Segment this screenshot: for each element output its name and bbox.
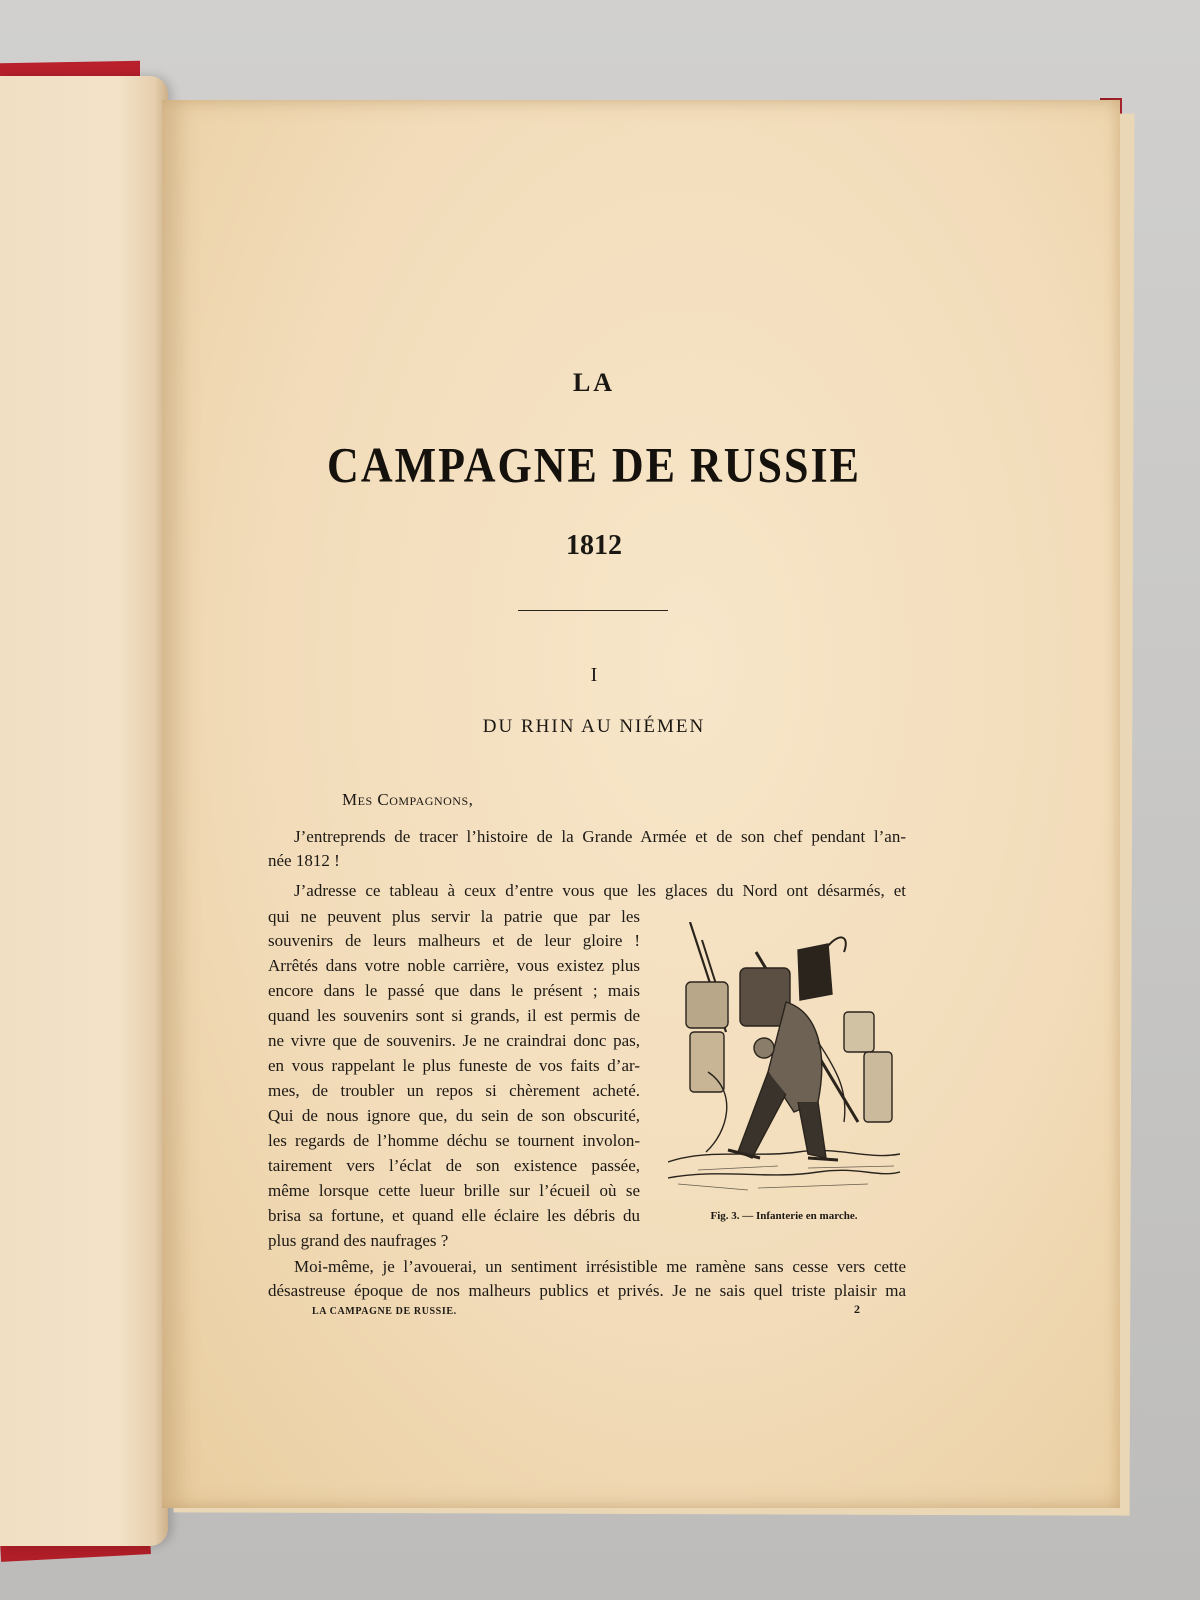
book-title: CAMPAGNE DE RUSSIE	[327, 438, 861, 493]
text-line: Arrêtés dans votre noble carrière, vous existez plus	[268, 956, 640, 975]
page-number: 2	[854, 1302, 860, 1316]
text-line: mes, de troubler un repos si chèrement acheté.	[268, 1081, 640, 1100]
chapter-number: I	[590, 664, 598, 686]
text-line: J’entreprends de tracer l’histoire de la Grande Armée et de son chef pendant l’an-	[294, 827, 906, 846]
text-line: Moi-même, je l’avouerai, un sentiment irrésistible me ramène sans cesse vers cette	[294, 1257, 906, 1276]
figure-caption: Fig. 3. — Infanterie en marche.	[710, 1210, 858, 1222]
text-line: Qui de nous ignore que, du sein de son obscurité,	[268, 1106, 640, 1125]
text-line: ne vivre que de souvenirs. Je ne craindrai donc pas,	[268, 1031, 640, 1050]
text-line: les regards de l’homme déchu se tournent involon-	[268, 1131, 640, 1150]
text-line: née 1812 !	[268, 851, 340, 870]
text-line: quand les souvenirs sont si grands, il est permis de	[268, 1006, 640, 1025]
text-line: souvenirs de leurs malheurs et de leur gloire !	[268, 931, 640, 950]
text-line: en vous rappelant le plus funeste de vos faits d’ar-	[268, 1056, 640, 1075]
infantry-engraving	[668, 922, 900, 1200]
text-line: qui ne peuvent plus servir la patrie que par les	[268, 907, 640, 926]
text-line: désastreuse époque de nos malheurs publics et privés. Je ne sais quel triste plaisir ma	[268, 1281, 906, 1300]
title-year: 1812	[566, 530, 622, 561]
chapter-title: DU RHIN AU NIÉMEN	[482, 716, 706, 737]
salutation: Mes Compagnons,	[342, 790, 474, 809]
text-line: J’adresse ce tableau à ceux d’entre vous que les glaces du Nord ont désarmés, et	[294, 881, 906, 900]
text-line: tairement vers l’éclat de son existence passée,	[268, 1156, 640, 1175]
text-line: encore dans le passé que dans le présent ; mais	[268, 981, 640, 1000]
left-page	[0, 76, 168, 1546]
text-line: brisa sa fortune, et quand elle éclaire les débris du	[268, 1206, 640, 1225]
title-line-1: LA	[572, 368, 616, 397]
text-line: plus grand des naufrages ?	[268, 1231, 449, 1250]
title-divider	[518, 610, 668, 611]
text-line: même lorsque cette lueur brille sur l’écueil où se	[268, 1181, 640, 1200]
running-head: LA CAMPAGNE DE RUSSIE.	[312, 1306, 457, 1317]
